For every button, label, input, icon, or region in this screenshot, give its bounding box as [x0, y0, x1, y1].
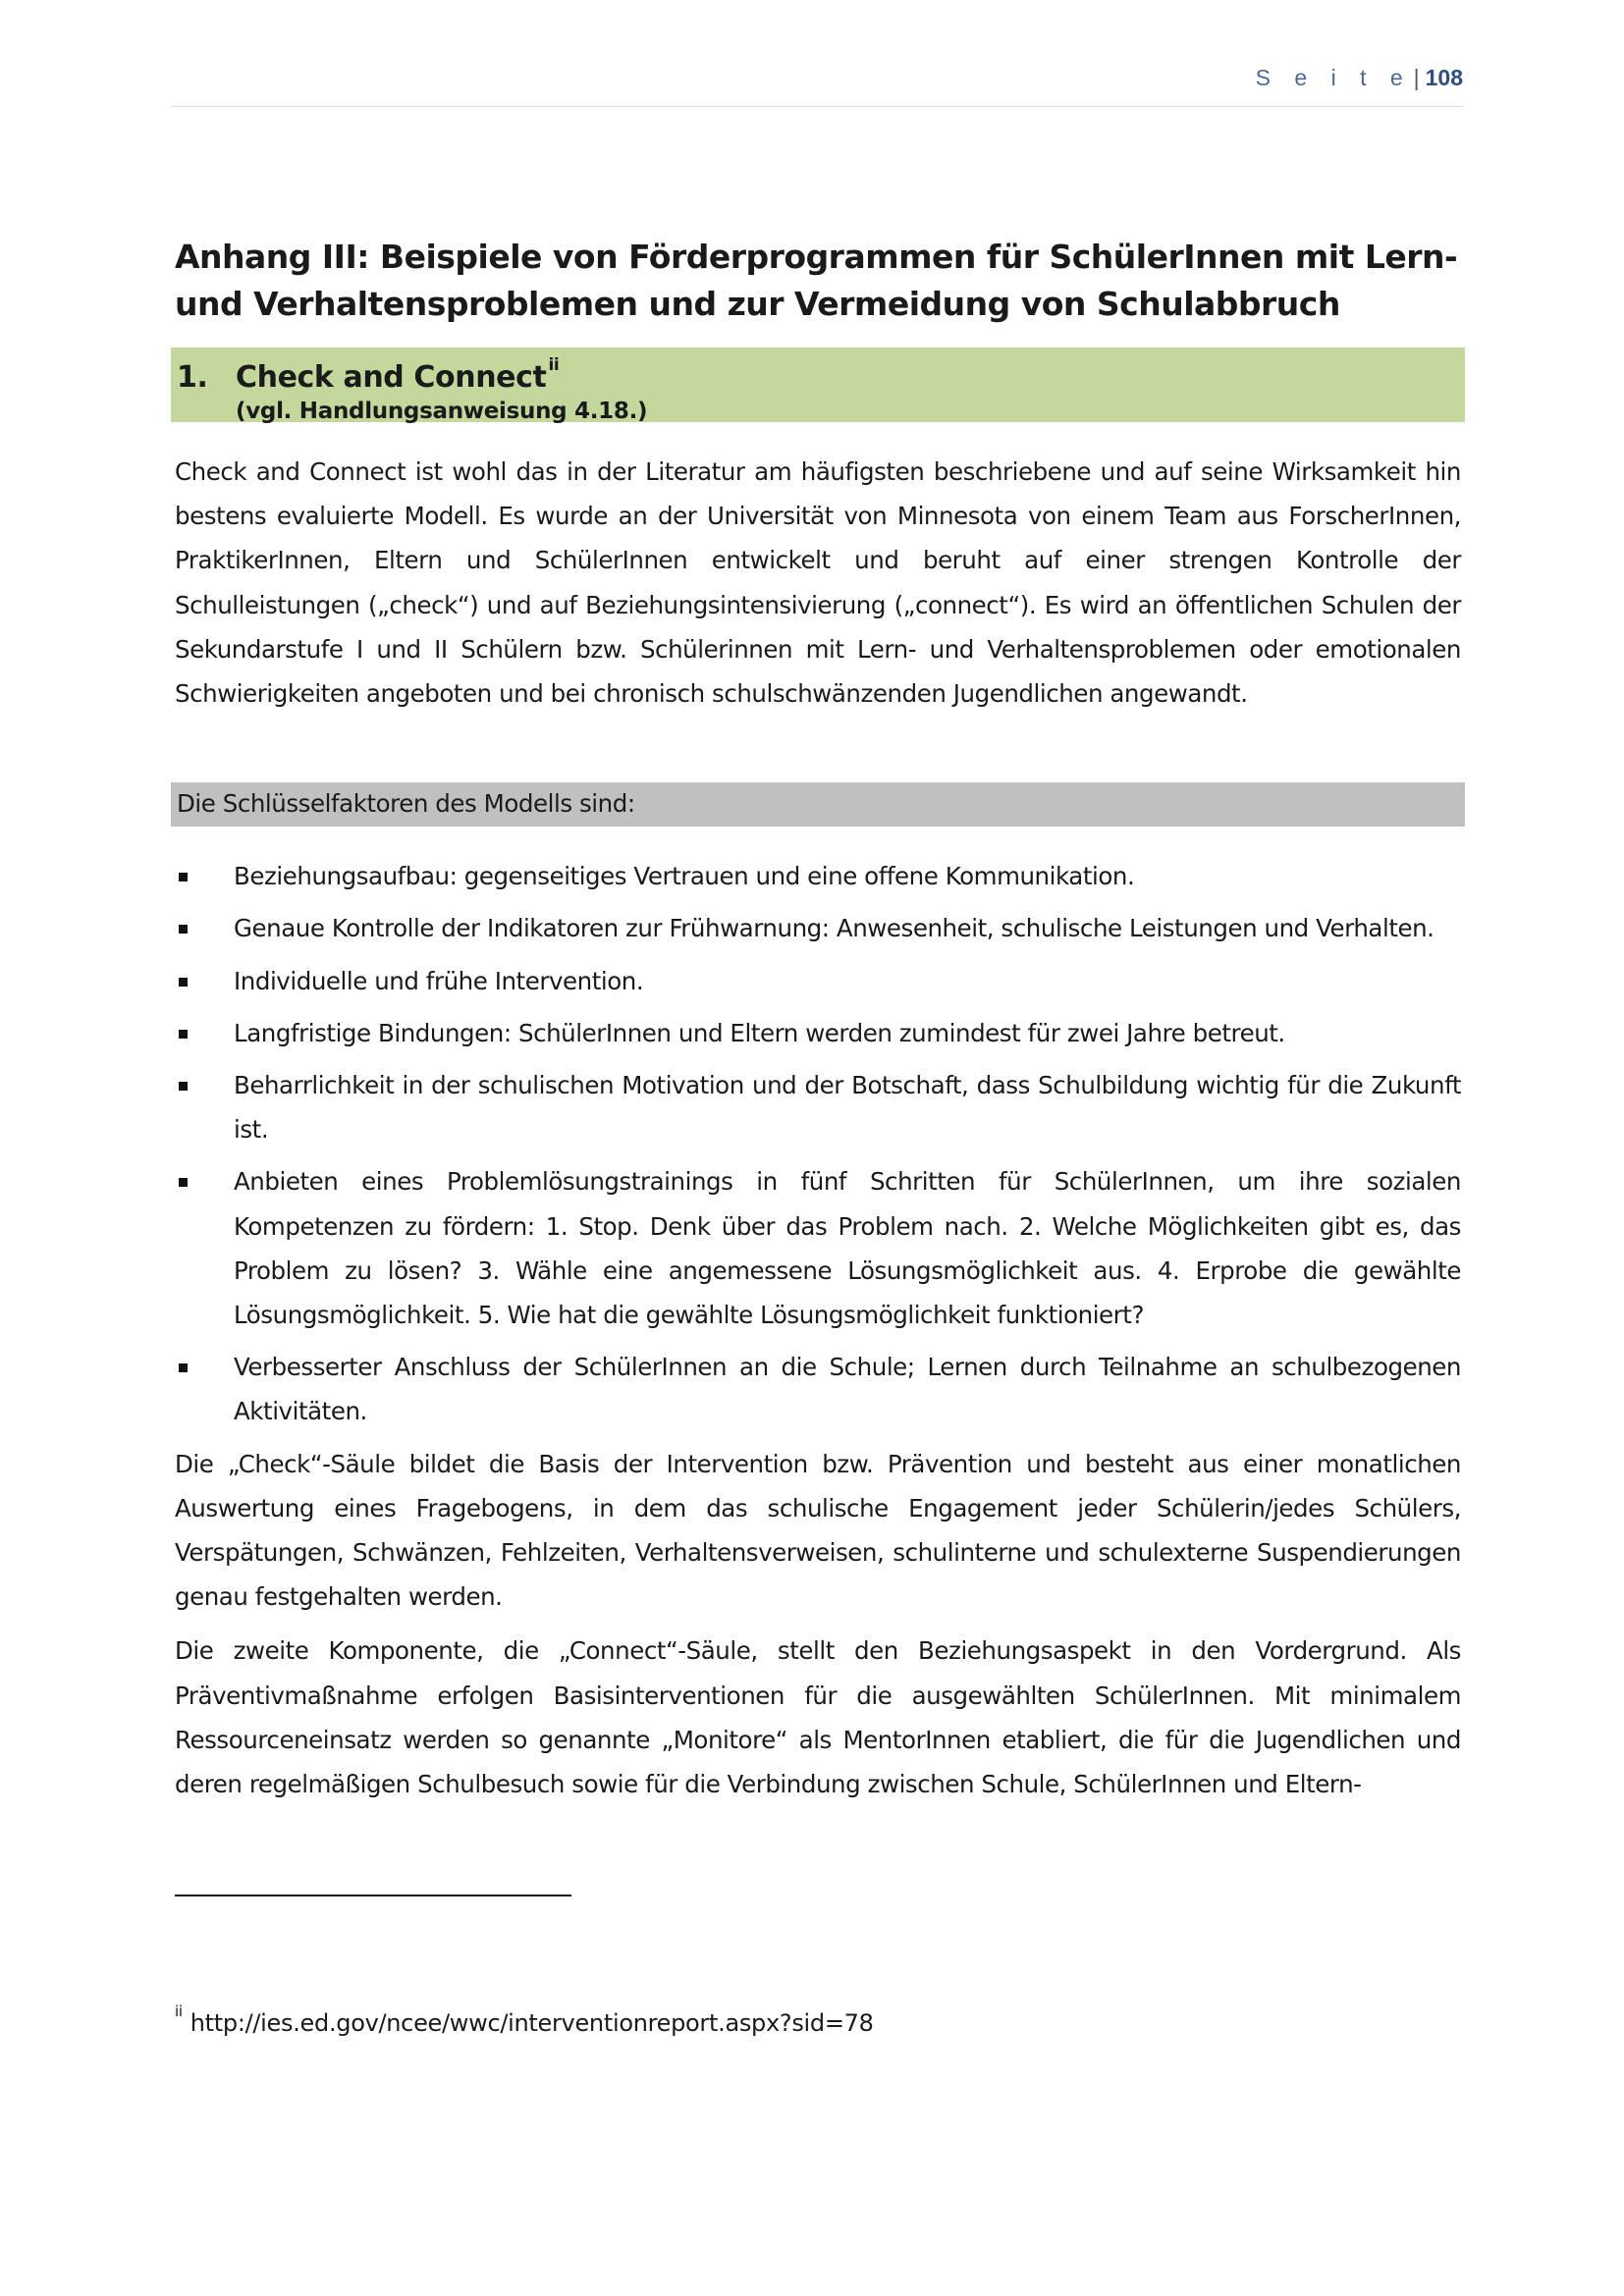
list-item: [175, 1011, 1461, 1055]
key-factors-list: [175, 854, 1461, 1433]
list-item: [175, 906, 1461, 950]
page-separator: |: [1413, 65, 1420, 90]
section-number: 1.: [177, 360, 208, 395]
list-item-text: Anbieten eines Problemlösungstrainings in fünf Schritten für SchülerInnen, um ihre sozialen Kompetenzen zu fördern: 1. Stop. Denk über das Problem nach. 2. Welche Möglichkeiten gibt es, das Problem zu lösen? 3. Wähle eine angemessene Lösungsmöglichkeit aus. 4. Erprobe die gewählte Lösungsmöglichkeit. 5. Wie hat die gewählte Lösungsmöglichkeit funktioniert?: [234, 1167, 1461, 1330]
square-bullet-icon: [179, 1363, 188, 1372]
section-subtitle: (vgl. Handlungsanweisung 4.18.): [236, 399, 648, 424]
document-body: [175, 234, 1461, 1816]
key-factors-heading: Die Schlüsselfaktoren des Modells sind:: [171, 782, 1465, 827]
list-item-text: Beziehungsaufbau: gegenseitiges Vertrauen und eine offene Kommunikation.: [234, 862, 1135, 891]
list-item-text: Verbesserter Anschluss der SchülerInnen an die Schule; Lernen durch Teilnahme an schulbezogenen Aktivitäten.: [234, 1353, 1461, 1426]
section-heading-band: [171, 347, 1465, 422]
section-title: [177, 351, 1459, 398]
page-number: [1256, 65, 1463, 91]
list-item: [175, 854, 1461, 898]
footnote: [175, 2002, 874, 2037]
list-item-text: Langfristige Bindungen: SchülerInnen und Eltern werden zumindest für zwei Jahre betreut.: [234, 1018, 1285, 1047]
square-bullet-icon: [179, 925, 188, 934]
footnote-link[interactable]: http://ies.ed.gov/ncee/wwc/interventionreport.aspx?sid=78: [189, 2009, 874, 2037]
page-label: S e i t e: [1255, 65, 1412, 90]
appendix-title: Anhang III: Beispiele von Förderprogrammen für SchülerInnen mit Lern- und Verhaltensproblemen und zur Vermeidung von Schulabbruch: [175, 238, 1458, 323]
footnote-reference[interactable]: ii: [548, 355, 560, 375]
connect-pillar-paragraph: Die zweite Komponente, die „Connect“-Säule, stellt den Beziehungsaspekt in den Vordergrund. Als Präventivmaßnahme erfolgen Basisinterventionen für die ausgewählten SchülerInnen. Mit minimalem Ressourceneinsatz werden so genannte „Monitore“ als MentorInnen etabliert, die für die Jugendlichen und deren regelmäßigen Schulbesuch sowie für die Verbindung zwischen Schule, SchülerInnen und Eltern-: [175, 1636, 1461, 1799]
list-item: [175, 1063, 1461, 1151]
list-item-text: Individuelle und frühe Intervention.: [234, 966, 644, 995]
page-number-value: 108: [1425, 65, 1463, 90]
intro-paragraph: Check and Connect ist wohl das in der Literatur am häufigsten beschriebene und auf seine Wirksamkeit hin bestens evaluierte Modell. Es wurde an der Universität von Minnesota von einem Team aus ForscherInnen, PraktikerInnen, Eltern und SchülerInnen entwickelt und beruht auf einer strengen Kontrolle der Schulleistungen („check“) und auf Beziehungsintensivierung („connect“). Es wird an öffentlichen Schulen der Sekundarstufe I und II Schülern bzw. Schülerinnen mit Lern- und Verhaltensproblemen oder emotionalen Schwierigkeiten angeboten und bei chronisch schulschwänzenden Jugendlichen angewandt.: [175, 457, 1461, 709]
square-bullet-icon: [179, 1030, 188, 1039]
page-header: [171, 63, 1463, 107]
list-item-text: Beharrlichkeit in der schulischen Motivation und der Botschaft, dass Schulbildung wichtig für die Zukunft ist.: [234, 1071, 1461, 1145]
square-bullet-icon: [179, 873, 188, 881]
square-bullet-icon: [179, 1178, 188, 1187]
check-pillar-paragraph: Die „Check“-Säule bildet die Basis der Intervention bzw. Prävention und besteht aus einer monatlichen Auswertung eines Fragebogens, in dem das schulische Engagement jeder Schülerin/jedes Schülers, Verspätungen, Schwänzen, Fehlzeiten, Verhaltensverweisen, schulinterne und schulexterne Suspendierungen genau festgehalten werden.: [175, 1449, 1461, 1612]
list-item: [175, 1159, 1461, 1337]
square-bullet-icon: [179, 1082, 188, 1091]
list-item: [175, 959, 1461, 1003]
section-title-text: Check and Connect: [236, 360, 547, 395]
list-item: [175, 1345, 1461, 1433]
footnote-marker: ii: [175, 2002, 183, 2020]
square-bullet-icon: [179, 978, 188, 987]
list-item-text: Genaue Kontrolle der Indikatoren zur Frühwarnung: Anwesenheit, schulische Leistungen und Verhalten.: [234, 914, 1435, 943]
footnote-separator: [175, 1895, 571, 1896]
